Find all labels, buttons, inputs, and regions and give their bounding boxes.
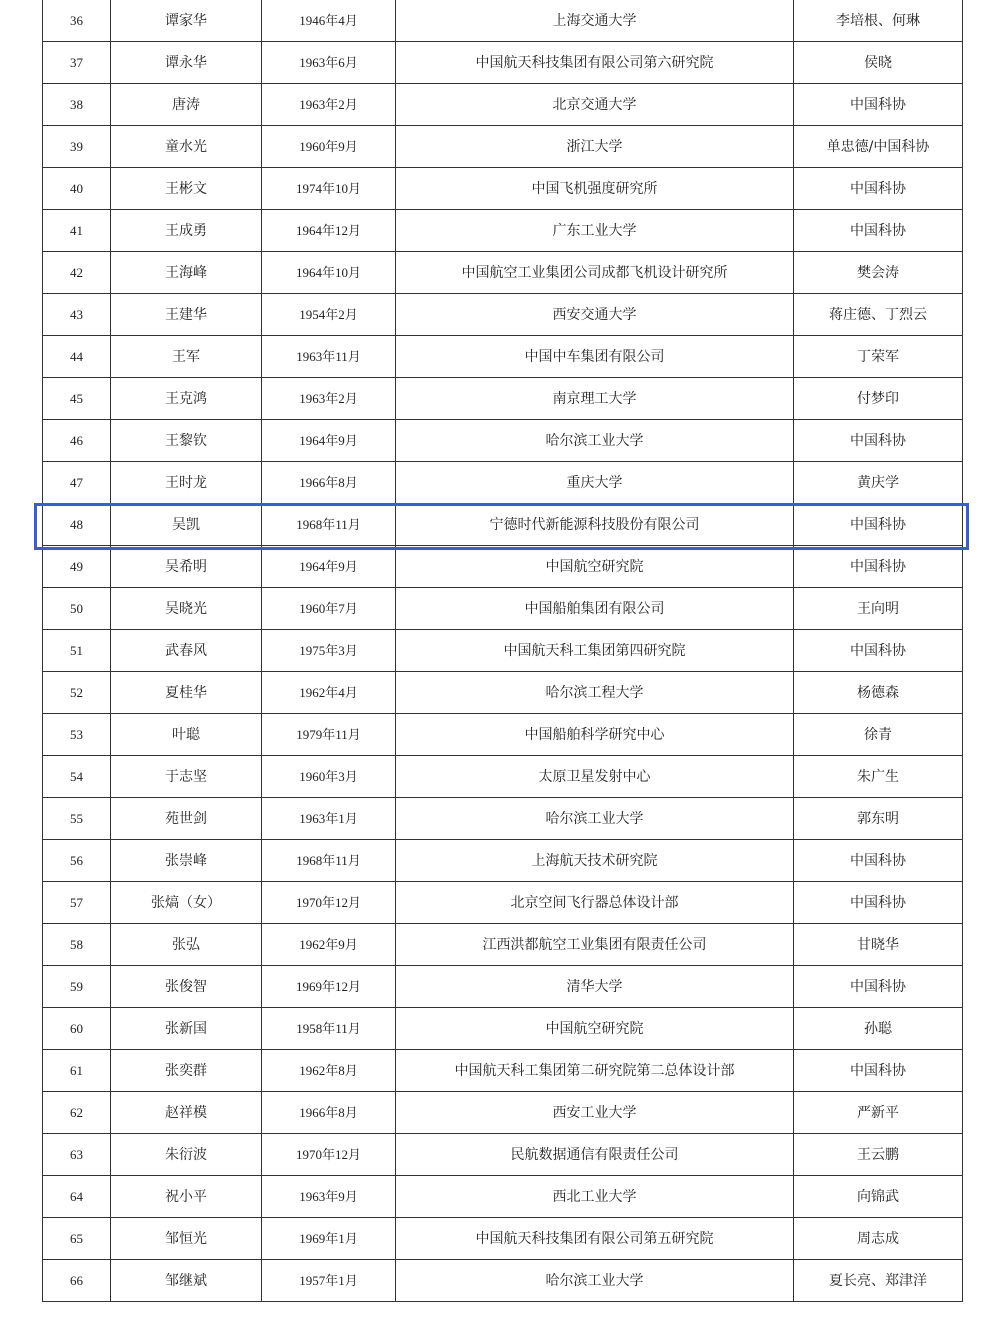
cell-number: 65: [43, 1218, 111, 1260]
cell-nominator: 李培根、何琳: [794, 0, 963, 42]
table-row: [43, 294, 963, 336]
cell-number: 41: [43, 210, 111, 252]
cell-birth-date: 1962年4月: [262, 672, 396, 714]
table-row: [43, 0, 963, 42]
cell-organization: 中国航天科技集团有限公司第五研究院: [396, 1218, 794, 1260]
cell-name: 张崇峰: [111, 840, 262, 882]
cell-organization: 清华大学: [396, 966, 794, 1008]
cell-number: 62: [43, 1092, 111, 1134]
cell-number: 46: [43, 420, 111, 462]
cell-birth-date: 1963年6月: [262, 42, 396, 84]
cell-organization: 中国船舶科学研究中心: [396, 714, 794, 756]
cell-name: 赵祥模: [111, 1092, 262, 1134]
cell-birth-date: 1968年11月: [262, 840, 396, 882]
cell-name: 王克鸿: [111, 378, 262, 420]
cell-number: 38: [43, 84, 111, 126]
cell-name: 邹恒光: [111, 1218, 262, 1260]
cell-birth-date: 1964年9月: [262, 546, 396, 588]
cell-organization: 西北工业大学: [396, 1176, 794, 1218]
table-row: [43, 420, 963, 462]
cell-birth-date: 1954年2月: [262, 294, 396, 336]
cell-nominator: 侯晓: [794, 42, 963, 84]
table-row: [43, 84, 963, 126]
table-row: [43, 756, 963, 798]
cell-birth-date: 1964年10月: [262, 252, 396, 294]
cell-birth-date: 1963年9月: [262, 1176, 396, 1218]
cell-nominator: 付梦印: [794, 378, 963, 420]
cell-nominator: 夏长亮、郑津洋: [794, 1260, 963, 1302]
cell-name: 张弘: [111, 924, 262, 966]
cell-number: 61: [43, 1050, 111, 1092]
cell-nominator: 单忠德/中国科协: [794, 126, 963, 168]
cell-birth-date: 1963年2月: [262, 378, 396, 420]
cell-number: 39: [43, 126, 111, 168]
cell-birth-date: 1979年11月: [262, 714, 396, 756]
cell-nominator: 朱广生: [794, 756, 963, 798]
cell-name: 谭家华: [111, 0, 262, 42]
cell-nominator: 杨德森: [794, 672, 963, 714]
cell-nominator: 中国科协: [794, 84, 963, 126]
table-row: [43, 714, 963, 756]
cell-organization: 北京交通大学: [396, 84, 794, 126]
cell-name: 祝小平: [111, 1176, 262, 1218]
cell-nominator: 郭东明: [794, 798, 963, 840]
cell-birth-date: 1968年11月: [262, 504, 396, 546]
cell-birth-date: 1975年3月: [262, 630, 396, 672]
cell-name: 于志坚: [111, 756, 262, 798]
cell-name: 张奕群: [111, 1050, 262, 1092]
cell-nominator: 中国科协: [794, 840, 963, 882]
cell-number: 56: [43, 840, 111, 882]
cell-birth-date: 1957年1月: [262, 1260, 396, 1302]
cell-number: 59: [43, 966, 111, 1008]
cell-nominator: 周志成: [794, 1218, 963, 1260]
cell-organization: 西安交通大学: [396, 294, 794, 336]
cell-birth-date: 1958年11月: [262, 1008, 396, 1050]
cell-organization: 太原卫星发射中心: [396, 756, 794, 798]
cell-nominator: 黄庆学: [794, 462, 963, 504]
cell-nominator: 樊会涛: [794, 252, 963, 294]
cell-birth-date: 1963年11月: [262, 336, 396, 378]
table-row: [43, 42, 963, 84]
cell-name: 叶聪: [111, 714, 262, 756]
cell-birth-date: 1969年12月: [262, 966, 396, 1008]
cell-organization: 北京空间飞行器总体设计部: [396, 882, 794, 924]
table-row: [43, 588, 963, 630]
cell-name: 武春风: [111, 630, 262, 672]
cell-name: 王时龙: [111, 462, 262, 504]
cell-organization: 江西洪都航空工业集团有限责任公司: [396, 924, 794, 966]
cell-birth-date: 1960年9月: [262, 126, 396, 168]
table-row: [43, 966, 963, 1008]
cell-nominator: 中国科协: [794, 1050, 963, 1092]
table-row: [43, 252, 963, 294]
table-row: [43, 336, 963, 378]
cell-name: 夏桂华: [111, 672, 262, 714]
cell-birth-date: 1946年4月: [262, 0, 396, 42]
table-row: [43, 840, 963, 882]
cell-organization: 中国船舶集团有限公司: [396, 588, 794, 630]
cell-name: 张俊智: [111, 966, 262, 1008]
cell-birth-date: 1963年1月: [262, 798, 396, 840]
cell-name: 吴希明: [111, 546, 262, 588]
cell-name: 王黎钦: [111, 420, 262, 462]
cell-organization: 宁德时代新能源科技股份有限公司: [396, 504, 794, 546]
cell-birth-date: 1962年9月: [262, 924, 396, 966]
cell-number: 40: [43, 168, 111, 210]
table-row: [43, 1050, 963, 1092]
cell-name: 唐涛: [111, 84, 262, 126]
cell-nominator: 中国科协: [794, 504, 963, 546]
table-row: [43, 1260, 963, 1302]
cell-name: 张熇（女）: [111, 882, 262, 924]
cell-number: 43: [43, 294, 111, 336]
cell-name: 王海峰: [111, 252, 262, 294]
cell-number: 57: [43, 882, 111, 924]
cell-name: 吴凯: [111, 504, 262, 546]
cell-number: 49: [43, 546, 111, 588]
table-row: [43, 630, 963, 672]
cell-number: 66: [43, 1260, 111, 1302]
cell-nominator: 蒋庄德、丁烈云: [794, 294, 963, 336]
cell-organization: 哈尔滨工业大学: [396, 798, 794, 840]
cell-name: 王建华: [111, 294, 262, 336]
table-row: [43, 462, 963, 504]
cell-number: 55: [43, 798, 111, 840]
cell-number: 36: [43, 0, 111, 42]
cell-birth-date: 1970年12月: [262, 1134, 396, 1176]
cell-nominator: 中国科协: [794, 546, 963, 588]
cell-organization: 哈尔滨工业大学: [396, 1260, 794, 1302]
cell-organization: 中国航空工业集团公司成都飞机设计研究所: [396, 252, 794, 294]
cell-nominator: 中国科协: [794, 168, 963, 210]
table-row: [43, 378, 963, 420]
cell-organization: 上海航天技术研究院: [396, 840, 794, 882]
cell-number: 58: [43, 924, 111, 966]
cell-organization: 中国航天科技集团有限公司第六研究院: [396, 42, 794, 84]
table-row: [43, 1134, 963, 1176]
table-row: [43, 168, 963, 210]
cell-birth-date: 1970年12月: [262, 882, 396, 924]
cell-number: 47: [43, 462, 111, 504]
cell-birth-date: 1966年8月: [262, 462, 396, 504]
cell-birth-date: 1962年8月: [262, 1050, 396, 1092]
table-row: [43, 882, 963, 924]
cell-organization: 南京理工大学: [396, 378, 794, 420]
cell-name: 王军: [111, 336, 262, 378]
cell-nominator: 严新平: [794, 1092, 963, 1134]
cell-organization: 中国航天科工集团第四研究院: [396, 630, 794, 672]
cell-nominator: 丁荣军: [794, 336, 963, 378]
cell-nominator: 孙聪: [794, 1008, 963, 1050]
cell-organization: 浙江大学: [396, 126, 794, 168]
cell-organization: 重庆大学: [396, 462, 794, 504]
cell-birth-date: 1964年12月: [262, 210, 396, 252]
cell-name: 吴晓光: [111, 588, 262, 630]
table-row: [43, 1092, 963, 1134]
cell-name: 朱衍波: [111, 1134, 262, 1176]
table-row: [43, 504, 963, 546]
cell-organization: 中国航天科工集团第二研究院第二总体设计部: [396, 1050, 794, 1092]
cell-number: 54: [43, 756, 111, 798]
table-row: [43, 1176, 963, 1218]
cell-number: 50: [43, 588, 111, 630]
table-row: [43, 1218, 963, 1260]
table-row: [43, 798, 963, 840]
cell-number: 42: [43, 252, 111, 294]
cell-organization: 中国中车集团有限公司: [396, 336, 794, 378]
cell-number: 64: [43, 1176, 111, 1218]
table-row: [43, 210, 963, 252]
cell-name: 苑世剑: [111, 798, 262, 840]
cell-birth-date: 1960年3月: [262, 756, 396, 798]
cell-birth-date: 1974年10月: [262, 168, 396, 210]
cell-number: 53: [43, 714, 111, 756]
cell-number: 44: [43, 336, 111, 378]
cell-organization: 中国飞机强度研究所: [396, 168, 794, 210]
cell-name: 邹继斌: [111, 1260, 262, 1302]
cell-name: 张新国: [111, 1008, 262, 1050]
cell-nominator: 中国科协: [794, 966, 963, 1008]
cell-name: 王成勇: [111, 210, 262, 252]
candidate-table: [42, 0, 963, 1302]
cell-number: 52: [43, 672, 111, 714]
cell-organization: 哈尔滨工程大学: [396, 672, 794, 714]
cell-number: 37: [43, 42, 111, 84]
cell-organization: 中国航空研究院: [396, 1008, 794, 1050]
cell-birth-date: 1969年1月: [262, 1218, 396, 1260]
cell-birth-date: 1964年9月: [262, 420, 396, 462]
table-body: [43, 0, 963, 1302]
cell-name: 王彬文: [111, 168, 262, 210]
cell-nominator: 中国科协: [794, 630, 963, 672]
cell-organization: 西安工业大学: [396, 1092, 794, 1134]
cell-organization: 广东工业大学: [396, 210, 794, 252]
cell-organization: 中国航空研究院: [396, 546, 794, 588]
cell-birth-date: 1960年7月: [262, 588, 396, 630]
cell-nominator: 中国科协: [794, 210, 963, 252]
cell-number: 60: [43, 1008, 111, 1050]
cell-nominator: 中国科协: [794, 882, 963, 924]
cell-organization: 上海交通大学: [396, 0, 794, 42]
table-row: [43, 546, 963, 588]
table-row: [43, 672, 963, 714]
cell-number: 45: [43, 378, 111, 420]
cell-organization: 哈尔滨工业大学: [396, 420, 794, 462]
cell-birth-date: 1966年8月: [262, 1092, 396, 1134]
cell-birth-date: 1963年2月: [262, 84, 396, 126]
cell-name: 童水光: [111, 126, 262, 168]
cell-nominator: 中国科协: [794, 420, 963, 462]
cell-nominator: 徐青: [794, 714, 963, 756]
cell-nominator: 甘晓华: [794, 924, 963, 966]
cell-name: 谭永华: [111, 42, 262, 84]
cell-nominator: 向锦武: [794, 1176, 963, 1218]
cell-number: 51: [43, 630, 111, 672]
cell-organization: 民航数据通信有限责任公司: [396, 1134, 794, 1176]
cell-number: 63: [43, 1134, 111, 1176]
table-row: [43, 924, 963, 966]
cell-number: 48: [43, 504, 111, 546]
table-row: [43, 126, 963, 168]
cell-nominator: 王云鹏: [794, 1134, 963, 1176]
cell-nominator: 王向明: [794, 588, 963, 630]
table-row: [43, 1008, 963, 1050]
